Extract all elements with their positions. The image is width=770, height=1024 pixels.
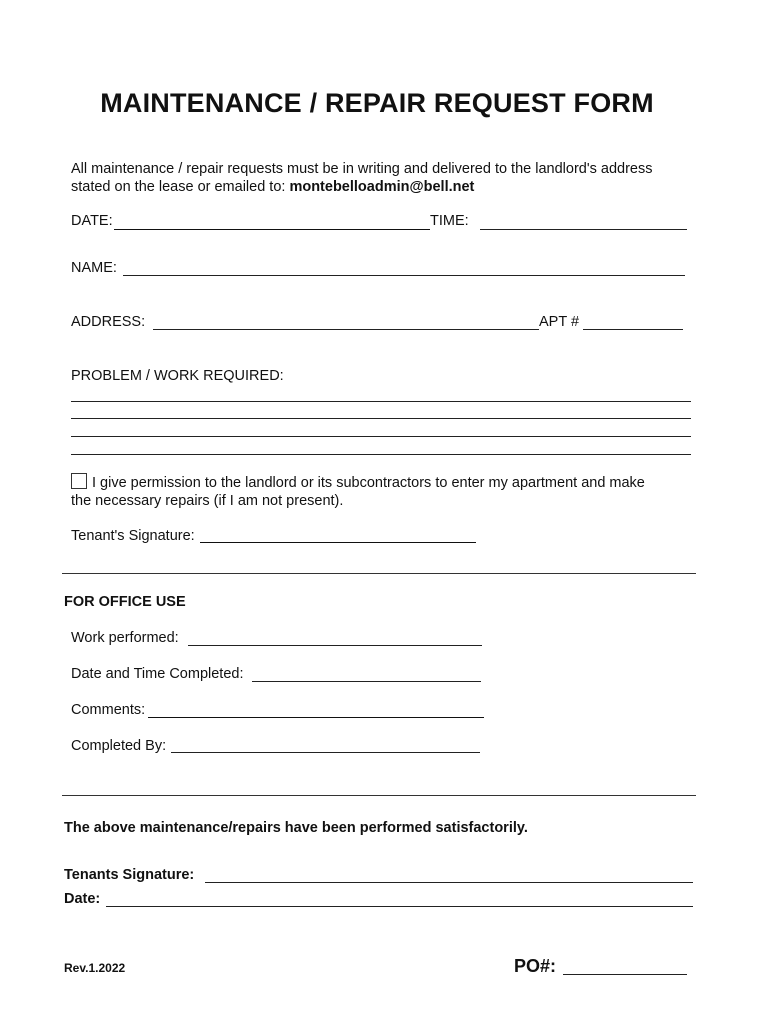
po-number-field[interactable]	[563, 974, 687, 975]
permission-text-line-1: I give permission to the landlord or its subcontractors to enter my apartment and make	[92, 475, 645, 491]
comments-label: Comments:	[71, 702, 146, 718]
name-field[interactable]	[123, 275, 685, 276]
permission-text-line-2: the necessary repairs (if I am not present).	[71, 493, 344, 509]
permission-checkbox[interactable]	[71, 473, 87, 489]
tenant-signature-field[interactable]	[200, 542, 476, 543]
intro-line-1: All maintenance / repair requests must be in writing and delivered to the landlord's address	[71, 161, 653, 177]
time-field[interactable]	[480, 229, 687, 230]
work-performed-field[interactable]	[188, 645, 482, 646]
apt-field[interactable]	[583, 329, 683, 330]
confirmation-date-field[interactable]	[106, 906, 693, 907]
problem-label: PROBLEM / WORK REQUIRED:	[71, 368, 284, 384]
address-field[interactable]	[153, 329, 539, 330]
tenant-signature-label: Tenant's Signature:	[71, 528, 195, 544]
time-label: TIME:	[430, 213, 469, 229]
po-label: PO#:	[514, 956, 557, 976]
work-performed-label: Work performed:	[71, 630, 179, 646]
completed-by-field[interactable]	[171, 752, 480, 753]
date-time-completed-label: Date and Time Completed:	[71, 666, 244, 682]
confirmation-date-label: Date:	[64, 891, 101, 907]
section-divider	[62, 795, 696, 796]
problem-line-1[interactable]	[71, 401, 691, 402]
revision-label: Rev.1.2022	[64, 961, 126, 975]
date-field[interactable]	[114, 229, 430, 230]
problem-line-2[interactable]	[71, 418, 691, 419]
problem-line-4[interactable]	[71, 454, 691, 455]
tenants-signature-label: Tenants Signature:	[64, 867, 195, 883]
intro-line-2	[71, 179, 474, 195]
tenants-signature-field[interactable]	[205, 882, 693, 883]
contact-email: montebelloadmin@bell.net	[289, 179, 475, 195]
completion-statement: The above maintenance/repairs have been performed satisfactorily.	[64, 820, 528, 836]
comments-field[interactable]	[148, 717, 484, 718]
office-use-heading: FOR OFFICE USE	[64, 594, 186, 610]
date-time-completed-field[interactable]	[252, 681, 481, 682]
name-label: NAME:	[71, 260, 117, 276]
apt-label: APT #	[539, 314, 580, 330]
page-title: MAINTENANCE / REPAIR REQUEST FORM	[100, 88, 654, 118]
completed-by-label: Completed By:	[71, 738, 167, 754]
section-divider	[62, 573, 696, 574]
problem-line-3[interactable]	[71, 436, 691, 437]
address-label: ADDRESS:	[71, 314, 146, 330]
date-label: DATE:	[71, 213, 113, 229]
intro-line-2-text: stated on the lease or emailed to:	[71, 179, 290, 195]
